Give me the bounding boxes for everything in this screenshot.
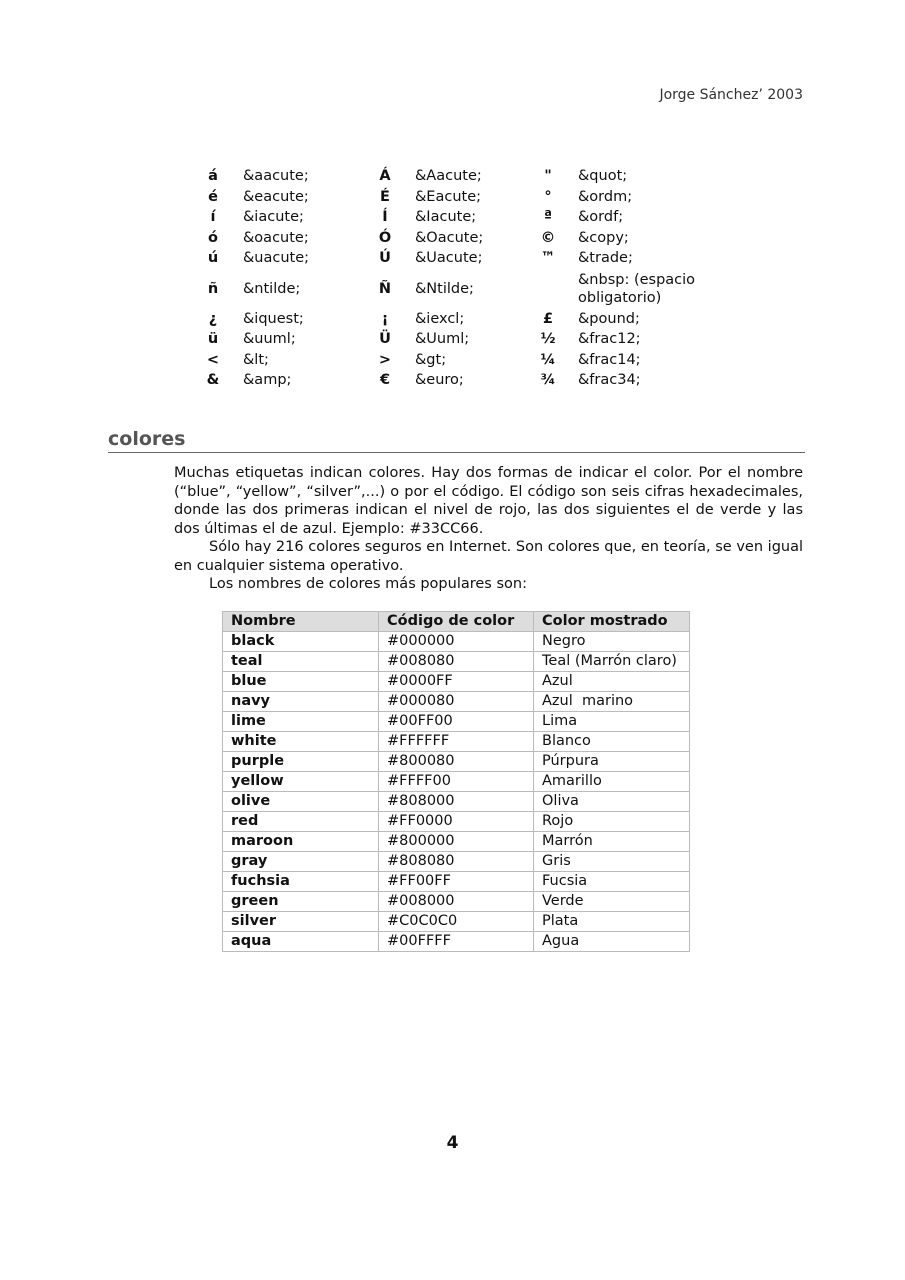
entity-code: &amp;	[243, 372, 292, 389]
color-shown: Amarillo	[534, 772, 690, 792]
entity-row	[198, 309, 728, 330]
entity-row	[198, 269, 728, 309]
entity-code: &Iacute;	[415, 209, 477, 226]
table-row	[223, 772, 690, 792]
table-row	[223, 812, 690, 832]
entity-symbol: £	[542, 310, 554, 327]
color-shown: Teal (Marrón claro)	[534, 652, 690, 672]
color-name: white	[223, 732, 379, 752]
color-name: aqua	[223, 932, 379, 952]
column-header: Color mostrado	[534, 612, 690, 632]
table-row	[223, 672, 690, 692]
color-code: #000080	[379, 692, 534, 712]
color-code: #000000	[379, 632, 534, 652]
color-name: navy	[223, 692, 379, 712]
entity-symbol: ú	[207, 250, 219, 267]
color-name: fuchsia	[223, 872, 379, 892]
entity-symbol: ¿	[208, 310, 218, 327]
entity-symbol: ™	[540, 250, 556, 267]
color-code: #808080	[379, 852, 534, 872]
color-name: green	[223, 892, 379, 912]
entity-code: &eacute;	[243, 188, 309, 205]
paragraph: Sólo hay 216 colores seguros en Internet. Son colores que, en teoría, se ven igual en cualquier sistema operativo.	[174, 539, 803, 574]
table-row	[223, 912, 690, 932]
color-name: yellow	[223, 772, 379, 792]
entity-code: &oacute;	[243, 229, 309, 246]
entity-code: &Oacute;	[415, 229, 484, 246]
entity-code: &Uuml;	[415, 331, 470, 348]
table-row	[223, 832, 690, 852]
entity-symbol: Ñ	[378, 280, 392, 297]
entity-code: &frac34;	[578, 372, 641, 389]
color-code: #800080	[379, 752, 534, 772]
color-shown: Lima	[534, 712, 690, 732]
entity-row	[198, 187, 728, 208]
entity-symbol: <	[206, 351, 220, 368]
entity-code: &aacute;	[243, 168, 309, 185]
entity-row	[198, 350, 728, 371]
color-name: black	[223, 632, 379, 652]
entity-code: &uacute;	[243, 250, 310, 267]
color-code: #00FF00	[379, 712, 534, 732]
color-table	[222, 611, 690, 952]
entity-code: &uuml;	[243, 331, 296, 348]
entity-symbol: €	[379, 372, 391, 389]
color-shown: Plata	[534, 912, 690, 932]
paragraph: Muchas etiquetas indican colores. Hay dos formas de indicar el color. Por el nombre (“blue”, “yellow”, “silver”,...) o por el código. El código son seis cifras hexadecimales, donde las dos primeras indican el nivel de rojo, las dos siguientes el de verde y las dos últimas el de azul. Ejemplo: #33CC66.	[174, 465, 803, 537]
color-code: #FF00FF	[379, 872, 534, 892]
section-title: colores	[108, 428, 805, 453]
color-code: #FF0000	[379, 812, 534, 832]
color-name: silver	[223, 912, 379, 932]
entity-code: &ordf;	[578, 209, 624, 226]
paragraph: Los nombres de colores más populares son:	[209, 576, 527, 592]
color-name: blue	[223, 672, 379, 692]
entity-symbol: Ü	[379, 331, 391, 348]
entity-symbol: ¡	[381, 310, 389, 327]
entity-symbol	[533, 269, 563, 309]
page-header: Jorge Sánchez’ 2003	[659, 87, 803, 103]
entity-symbol: "	[544, 168, 552, 185]
entity-symbol: ¼	[540, 351, 556, 368]
color-code: #008080	[379, 652, 534, 672]
entity-symbol: Ó	[378, 229, 392, 246]
entity-code: &quot;	[578, 168, 628, 185]
entity-code: &gt;	[415, 351, 447, 368]
color-shown: Agua	[534, 932, 690, 952]
color-shown: Rojo	[534, 812, 690, 832]
entity-symbol: °	[544, 188, 552, 205]
color-name: maroon	[223, 832, 379, 852]
color-shown: Azul	[534, 672, 690, 692]
entity-code: &iquest;	[243, 310, 304, 327]
table-row	[223, 692, 690, 712]
entity-row	[198, 228, 728, 249]
color-shown: Púrpura	[534, 752, 690, 772]
color-code: #FFFFFF	[379, 732, 534, 752]
table-row	[223, 752, 690, 772]
entity-symbol: ¾	[540, 372, 556, 389]
entity-code: &iexcl;	[415, 310, 465, 327]
entity-symbol: ½	[540, 331, 556, 348]
entity-symbol: Á	[379, 168, 391, 185]
color-shown: Fucsia	[534, 872, 690, 892]
table-row	[223, 632, 690, 652]
entity-code: &Uacute;	[415, 250, 483, 267]
table-row	[223, 732, 690, 752]
entity-code: &ntilde;	[243, 280, 301, 297]
entity-code: &Ntilde;	[415, 280, 474, 297]
entity-symbol: Í	[382, 209, 388, 226]
table-row	[223, 892, 690, 912]
table-row	[223, 712, 690, 732]
color-name: purple	[223, 752, 379, 772]
color-code: #808000	[379, 792, 534, 812]
entity-table	[198, 166, 728, 391]
entity-row	[198, 329, 728, 350]
entity-symbol: >	[378, 351, 392, 368]
column-header: Nombre	[223, 612, 379, 632]
entity-symbol: é	[208, 188, 218, 205]
color-shown: Blanco	[534, 732, 690, 752]
page-number: 4	[446, 1133, 459, 1153]
color-code: #008000	[379, 892, 534, 912]
entity-symbol: ª	[543, 209, 553, 226]
entity-code: &euro;	[415, 372, 464, 389]
table-row	[223, 652, 690, 672]
entity-code: &ordm;	[578, 188, 633, 205]
color-shown: Oliva	[534, 792, 690, 812]
color-code: #FFFF00	[379, 772, 534, 792]
entity-code: &frac14;	[578, 351, 641, 368]
entity-symbol: É	[380, 188, 390, 205]
color-shown: Marrón	[534, 832, 690, 852]
entity-code: &lt;	[243, 351, 269, 368]
entity-row	[198, 166, 728, 187]
entity-code: &frac12;	[578, 331, 641, 348]
entity-code: &trade;	[578, 250, 633, 267]
column-header: Código de color	[379, 612, 534, 632]
entity-row	[198, 207, 728, 228]
color-name: red	[223, 812, 379, 832]
color-code: #800000	[379, 832, 534, 852]
entity-code: &iacute;	[243, 209, 304, 226]
entity-row	[198, 370, 728, 391]
entity-symbol: ó	[208, 229, 218, 246]
color-shown: Azul marino	[534, 692, 690, 712]
color-shown: Verde	[534, 892, 690, 912]
table-row	[223, 852, 690, 872]
entity-code: &Aacute;	[415, 168, 482, 185]
color-name: olive	[223, 792, 379, 812]
color-name: lime	[223, 712, 379, 732]
entity-symbol: í	[210, 209, 216, 226]
entity-symbol: ñ	[207, 280, 219, 297]
color-code: #C0C0C0	[379, 912, 534, 932]
entity-symbol: á	[208, 168, 218, 185]
entity-code: &nbsp: (espacio obligatorio)	[578, 271, 696, 306]
table-row	[223, 872, 690, 892]
entity-symbol: &	[206, 372, 220, 389]
color-name: teal	[223, 652, 379, 672]
entity-code: &copy;	[578, 229, 629, 246]
color-code: #0000FF	[379, 672, 534, 692]
color-shown: Gris	[534, 852, 690, 872]
entity-row	[198, 248, 728, 269]
entity-symbol: ü	[207, 331, 219, 348]
table-row	[223, 792, 690, 812]
entity-symbol: Ú	[379, 250, 391, 267]
color-name: gray	[223, 852, 379, 872]
entity-code: &pound;	[578, 310, 640, 327]
color-code: #00FFFF	[379, 932, 534, 952]
table-row	[223, 932, 690, 952]
color-shown: Negro	[534, 632, 690, 652]
entity-symbol: ©	[540, 229, 556, 246]
entity-code: &Eacute;	[415, 188, 482, 205]
section-body	[174, 464, 803, 594]
